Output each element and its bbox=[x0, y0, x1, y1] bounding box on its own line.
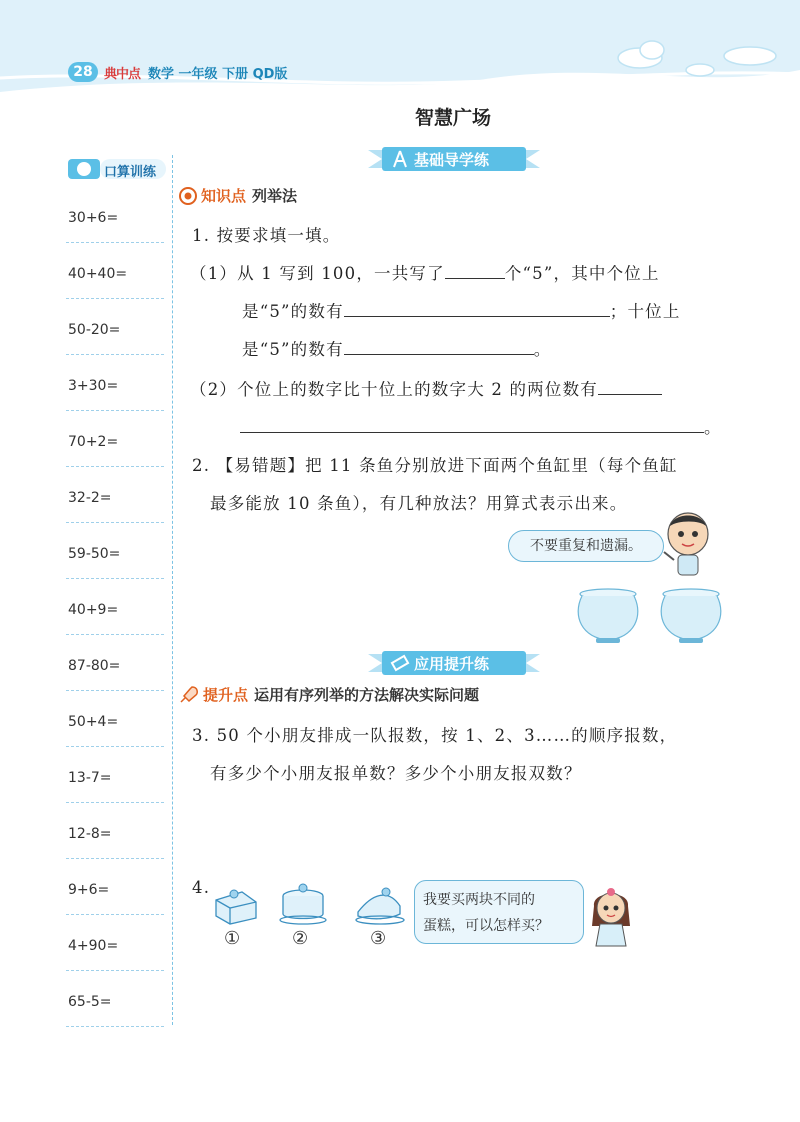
bubble-text-line2: 蛋糕，可以怎样买？ bbox=[423, 918, 549, 934]
fish-tank-left-icon bbox=[574, 586, 642, 646]
bubble-text-line1: 我要买两块不同的 bbox=[423, 892, 535, 908]
drill-item: 50+4= bbox=[66, 690, 164, 747]
drill-item: 13-7= bbox=[66, 746, 164, 803]
drill-item: 4+90= bbox=[66, 914, 164, 971]
improve-point-heading bbox=[178, 684, 479, 705]
knowledge-point-tag: 知识点 bbox=[201, 187, 247, 205]
drill-item: 59-50= bbox=[66, 522, 164, 579]
sidebar-divider bbox=[172, 155, 173, 1025]
compass-icon bbox=[390, 149, 410, 169]
rocket-icon bbox=[178, 685, 200, 705]
sidebar-title-text: 口算训练 bbox=[104, 165, 157, 180]
answer-blank[interactable] bbox=[598, 376, 662, 395]
cake-wedge-icon bbox=[352, 882, 408, 926]
drill-item: 87-80= bbox=[66, 634, 164, 691]
hint-text: 不要重复和遗漏。 bbox=[530, 538, 642, 554]
header-bar bbox=[68, 62, 287, 82]
target-icon bbox=[178, 186, 198, 206]
drill-item: 32-2= bbox=[66, 466, 164, 523]
book-subject: 数学 一年级 下册 QD版 bbox=[148, 66, 288, 82]
drill-item: 40+9= bbox=[66, 578, 164, 635]
cake-slice-icon bbox=[212, 886, 260, 926]
boy-character-icon bbox=[660, 510, 716, 580]
knowledge-point-topic: 列举法 bbox=[252, 187, 298, 205]
improve-point-topic: 运用有序列举的方法解决实际问题 bbox=[254, 686, 480, 704]
answer-blank[interactable] bbox=[344, 298, 610, 317]
drill-item: 3+30= bbox=[66, 354, 164, 411]
page-number: 28 bbox=[68, 62, 98, 82]
cake-label-3: ③ bbox=[370, 928, 387, 949]
q3-line1: 3. 50 个小朋友排成一队报数，按 1、2、3……的顺序报数， bbox=[192, 726, 678, 745]
q2-line2: 最多能放 10 条鱼），有几种放法？用算式表示出来。 bbox=[210, 494, 628, 513]
answer-blank[interactable] bbox=[240, 414, 704, 433]
hint-speech-bubble bbox=[508, 530, 664, 562]
cake-label-2: ② bbox=[292, 928, 309, 949]
fish-tank-right-icon bbox=[656, 586, 726, 646]
page-title: 智慧广场 bbox=[414, 107, 491, 129]
q1-part2-line2: 。 bbox=[240, 414, 722, 438]
q1-part1-line2: 是“5”的数有 ；十位上 bbox=[242, 298, 681, 322]
section-ribbon-label: 基础导学练 bbox=[414, 151, 490, 169]
question-speech-bubble bbox=[414, 880, 584, 944]
improve-point-tag: 提升点 bbox=[203, 686, 249, 704]
knowledge-point-heading bbox=[178, 185, 297, 206]
drill-item: 30+6= bbox=[66, 186, 164, 243]
q3-line2: 有多少个小朋友报单数？多少个小朋友报双数？ bbox=[210, 764, 582, 783]
cake-label-1: ① bbox=[224, 928, 241, 949]
drill-item: 50-20= bbox=[66, 298, 164, 355]
q1-part1-line1: （1）从 1 写到 100，一共写了 个“5”，其中个位上 bbox=[190, 260, 660, 284]
q1-part2-line1: （2）个位上的数字比十位上的数字大 2 的两位数有 bbox=[190, 376, 662, 400]
q1-stem: 1. 按要求填一填。 bbox=[192, 226, 341, 245]
q1-part1-line3: 是“5”的数有 。 bbox=[242, 336, 551, 360]
girl-character-icon bbox=[586, 884, 636, 950]
section-ribbon-basic bbox=[368, 146, 540, 172]
drill-item: 12-8= bbox=[66, 802, 164, 859]
drill-item: 70+2= bbox=[66, 410, 164, 467]
brand-logo: 典中点 bbox=[104, 66, 141, 82]
drill-item: 65-5= bbox=[66, 970, 164, 1027]
sidebar-title bbox=[66, 156, 170, 182]
drill-item: 9+6= bbox=[66, 858, 164, 915]
answer-blank[interactable] bbox=[445, 260, 505, 279]
q2-line1: 2. 【易错题】把 11 条鱼分别放进下面两个鱼缸里（每个鱼缸 bbox=[192, 456, 678, 475]
answer-blank[interactable] bbox=[344, 336, 534, 355]
drill-item: 40+40= bbox=[66, 242, 164, 299]
section-ribbon-improve bbox=[368, 650, 540, 676]
q4-number: 4. bbox=[192, 878, 211, 897]
ruler-icon bbox=[390, 653, 410, 673]
section-ribbon-label: 应用提升练 bbox=[414, 655, 490, 673]
round-cake-icon bbox=[278, 880, 328, 926]
